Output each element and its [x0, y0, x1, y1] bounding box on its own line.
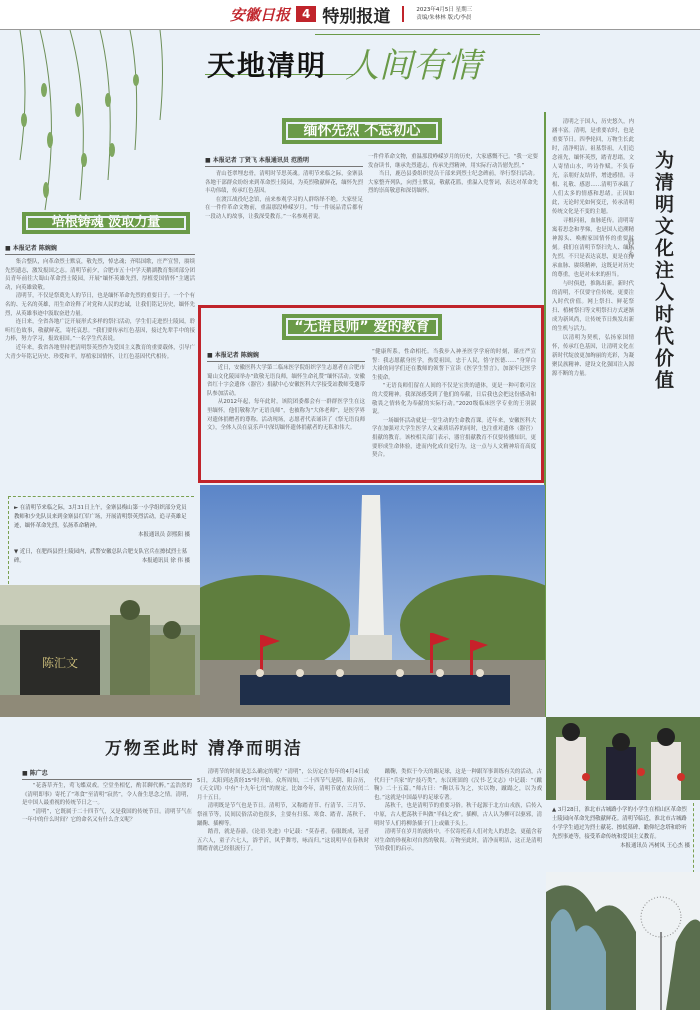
- middle-article-byline: ■ 本报记者 丁贤飞 本报通讯员 范胜明: [205, 155, 363, 167]
- boxed-article-body-col2: “健康所系，性命相托。当我步入神圣医学学府的时刻，谨庄严宣誓：我志愿献身医学，热爱祖国，忠于人民，恪守医德……”身穿白大褂的同学们还在教师的领誓下宣读《医学生誓言》，加深牢记医学生使命。 “无语良师们留在人间的不仅是宝贵的遗体，更是一种可歌可泣的大爱精神。我深深感受到了他们的奉献，日后我也会把这份感动和敬畏之情转化为奉献的实际行动。”2020级临床医学专业的王羽淑说。 一场缅怀活动就是一堂生动的生命教育课。近年来，安徽医科大学在加强对大学生医学人文素质培养的同时，也注重对遗体（器官）捐献的教育。该校相关部门表示，器官捐献教育不仅要传播知识，更要形成生命体验，进而内化成自觉行为，这一点与人文精神培育高度契合。: [372, 349, 536, 459]
- left-article-byline: ■ 本报记者 陈婉婉: [5, 243, 195, 255]
- mountain-tree-illustration: [546, 872, 700, 1010]
- photo-soldiers-cleaning-tombstone: [0, 585, 200, 717]
- photo-monument-ceremony: [200, 485, 545, 717]
- page-number: 4: [296, 6, 316, 22]
- page-headline: [205, 32, 540, 94]
- boxed-article-byline: ■ 本报记者 陈婉婉: [207, 350, 365, 362]
- tombstone-inscription: 陈汇文: [41, 656, 79, 670]
- photo-caption-3: ▲ 3月28日，淮北市古城路小学的小学生在相山区革命烈士陵园向革命先烈敬献鲜花。清明节临近，淮北市古城路小学学生通过为烈士献花、擦拭墓碑、瞻仰纪念塔和聆听先烈事迹等，接受革命传统和爱国主义教育。 本报通讯员 冯树凤 王心杰 摄: [552, 807, 690, 849]
- photo-caption-1: ► 在清明节来临之际，3月31日上午，金寨县梅山第一小学组织部分党员教师和少先队员来到金寨县红军广场，开展清明祭英烈活动，追寻英雄足迹，缅怀革命先烈，弘扬革命精神。 本报通讯员 彭熙阳 摄 ▼ 近日，在肥西县烈士陵园内，武警安徽总队合肥支队官兵在擦拭烈士墓碑。 本报通讯员 徐 伟 摄: [14, 505, 190, 564]
- bottom-article-byline: ■ 陈广忠: [22, 768, 192, 780]
- commentary-title: 为清明文化注入时代价值: [652, 150, 674, 392]
- boxed-article-title: “无语良师” 爱的教育: [282, 314, 442, 340]
- section-title: 特别报道: [322, 6, 391, 27]
- bottom-article-title: 万物至此时 清净而明洁: [105, 739, 303, 759]
- bottom-article-body-col3: 蹴鞠，类似于今天的踢足球，这是一种跟军事训练有关的活动，古代归于“兵家”的“技巧类”。东汉班固的《汉书·艺文志》中记载：“《蹴鞠》二十五篇。”师古曰：“鞠以韦为之，实以物，蹴蹋之，以为戏也。”这就是中国最早的足球专著。 荡秋千，也是清明节的重要习俗。秋千起源于北方山戎族，后传入中原，古人把荡秋千叫做“半仙之戏”。插柳，古人认为柳可以驱邪，清明时节人们将柳条插于门上或戴于头上。 清明节在岁月的流转中，不仅寄托着人们对先人的思念，更蕴含着对生命的珍视和对自然的敬畏。万物至此时，清净而明洁，这正是清明节给我们的启示。: [374, 769, 542, 853]
- middle-article-title: 缅怀先烈 不忘初心: [282, 118, 442, 144]
- divider: [402, 6, 404, 22]
- editors: 责编/朱林林 版式/李晨: [416, 15, 472, 21]
- headline-part2: 人间有情: [345, 46, 481, 86]
- newspaper-logo: 安徽日报: [230, 5, 291, 24]
- commentary-author: 韩小乔: [627, 238, 635, 259]
- boxed-article-body-col1: 近日，安徽医科大学第二临床医学院组织学生志愿者在合肥市蜀山文化陵园举办“致敬无语良师，缅怀生命礼赞”缅怀活动。安徽省红十字会遗体（器官）捐献中心安徽医科大学接受站教师受邀带队参加活动。 从2012年起，每年此时，该院团委都会有一群群医学生在这里缅怀。他们敬称为“无语良师”，也被称为“大体老师”，是医学界对遗体捐赠者的尊称。活动现场，志愿者代表诵读了《祭无语良师文》，全体人员在哀乐声中深切缅怀遗体捐献者的无私和伟大。: [207, 365, 365, 432]
- divider: [315, 34, 540, 35]
- middle-article-body-col2: 一件件革命文物，重温那段峥嵘岁月的历史，大家感慨不已。“我一定要发奋读书，继承先烈遗志，传承先烈精神，用实际行动告慰先烈。” 当日，鹿邑县委组织党员干部来到烈士纪念碑前，举行祭扫活动。大家整齐列队，向烈士默哀，敬献花篮，重温入党誓词，表达对革命先烈的崇高敬意和深切缅怀。: [368, 154, 538, 195]
- willow-illustration: [0, 30, 200, 215]
- issue-date: 2023年4月5日 星期三: [416, 7, 473, 13]
- caption-frame: [693, 803, 694, 873]
- left-article-title: 培根铸魂 汲取力量: [22, 212, 190, 234]
- commentary-body: 清明之于国人，历史悠久，内涵丰富。清明，是重要农时，也是重要节日。四季轮回，万物生长此时，清净明洁。祖墓祭祖，人们追念祖先，缅怀英烈，踏青思绪，文人寄情山水，吟诗作赋。不负春光，亲朋好友结伴，增进感情。寻根、礼敬、感恩……清明节承载了人们太多的情感和思绪。正因如此，无论时光如何变迁，传承清明传统文化是不变的主题。 寻根问祖，血脉延传。清明寄寓着思念和孝悌，也是国人追溯精神源头、唤醒家国情怀的重要时刻。我们在清明节祭扫先人、缅怀先烈，不只是表达哀思，更是在传承血脉、赓续精神，这既是对历史的尊重，也是对未来的担当。 与时俱进，推陈出新。新时代的清明，不仅要守住传统，更要注入时代价值。网上祭扫、鲜花祭扫、植树祭扫等文明祭扫方式逐渐成为新风尚，让传统节日焕发出新的生机与活力。 以清明为契机，弘扬家国情怀，传承红色基因，让清明文化在新时代绽放更加绚丽的光彩，为凝聚民族精神、建设文化强国注入源源不断的力量。: [552, 119, 634, 377]
- middle-article-body-col1: 青山苍翠埋忠骨，清明时节思英魂。清明节来临之际，金寨县各地干部群众纷纷来到革命烈士陵园，为英烈敬献鲜花，缅怀先烈丰功伟绩，传承红色基因。 在渡江战役纪念馆，前来参观学习的人群络绎不绝。大家驻足在一件件革命文物前，重温那段峥嵘岁月。“每一件展品背后都有一段动人的故事，让我深受教育。”一名参观者说。: [205, 171, 363, 220]
- left-article-body: 集合整队，向革命烈士默哀，敬先烈，悼忠魂；齐唱国歌，庄严宣誓，赓续先烈遗志，激发报国之志。清明节前夕，合肥市五十中学天鹅湖教育集团部分团员青年前往大蜀山革命烈士陵园，开展“缅怀英雄先烈，厚植爱国情怀”主题活动，向英雄致敬。 清明节，不仅是祭奠先人的节日，也是缅怀革命先烈的重要日子。一个个有名的、无名的英雄，用生命诠释了对党和人民的忠诚，让我们铭记历史，缅怀先烈，从英雄事迹中汲取奋进力量。 连日来，全省各地广泛开展形式多样的祭扫活动，学生们走进烈士陵园，聆听红色故事，敬献鲜花，寄托哀思。“我们要传承红色基因，接过先辈手中的接力棒，努力学习，报效祖国。”一名学生代表说。 近年来，我省各地坚持把清明祭英烈作为爱国主义教育的重要载体，引导广大青少年铭记历史、珍爱和平，厚植家国情怀，让红色基因代代相传。: [5, 259, 195, 360]
- bottom-article-body-col1: “花落草齐生，莺飞蝶双戏。空堂坐相忆，酌茗聊代醉。”孟浩然的《清明即事》寄托了“寒食”至清明“寂然”，令人备生思念之情。清明，是中国人最重视的传统节日之一。 “清明”，它既属于二十四节气，又是我国的传统节日。清明节气在一年中的什么时间？它的命名又有什么含义呢？: [22, 783, 192, 824]
- headline-part1: 天地清明: [207, 49, 328, 82]
- bottom-article-body-col2: 清明节的时间是怎么确定的呢？“清明”，公历定在每年的4月4日或5日，太阳到达黄经15°时开始。众所周知，二十四节气是阴、阳合历，《天文训》中有“十九年七闰”的规定。比如今年，清明节就在农历闰二月十五日。 清明既是节气也是节日。清明节，又称踏青节、行清节、三月节、祭祖节等，民间民俗活动也很多，主要有扫墓、寒食、踏青、荡秋千、蹴鞠、插柳等。 踏青，就是春游。《论语·先进》中记载：“莫春者，春服既成，冠者五六人，童子六七人，浴乎沂，风乎舞雩，咏而归。”这说明早在春秋时期踏青就已经很流行了。: [197, 769, 369, 853]
- masthead: [230, 3, 472, 25]
- photo-students-laying-flowers: [546, 717, 700, 800]
